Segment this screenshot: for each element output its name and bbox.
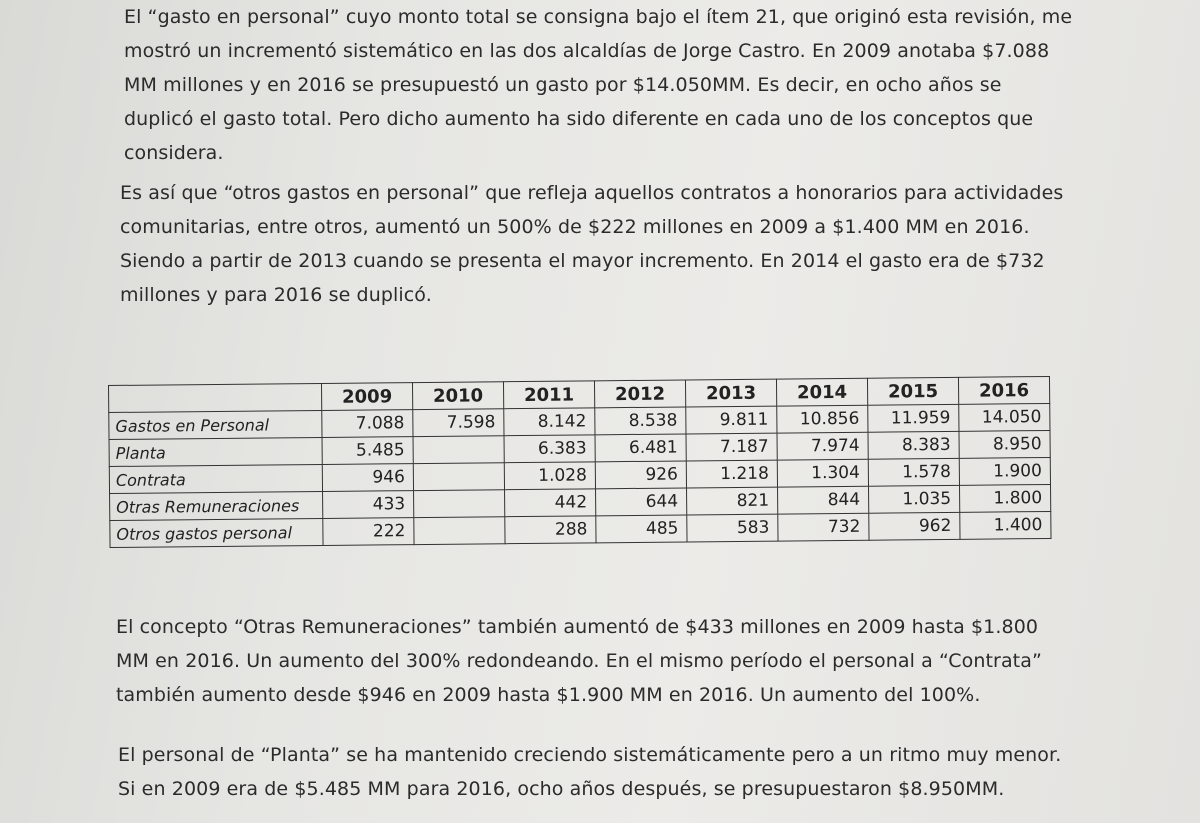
table-cell: 5.485 xyxy=(322,437,413,465)
table-cell: 442 xyxy=(505,489,596,517)
table-cell: 926 xyxy=(595,461,686,489)
header-cell-year: 2013 xyxy=(685,379,776,407)
table-cell: 6.481 xyxy=(595,434,686,462)
table-cell: 11.959 xyxy=(868,404,959,432)
text-line: MM en 2016. Un aumento del 300% redondeando. En el mismo período el personal a “Contrata” xyxy=(116,650,1042,672)
text-line: mostró un incrementó sistemático en las dos alcaldías de Jorge Castro. En 2009 anotaba $7.088 xyxy=(124,40,1050,62)
table-cell: 8.538 xyxy=(595,407,686,435)
table-cell: 1.578 xyxy=(868,458,959,486)
table-cell: 7.974 xyxy=(777,432,868,460)
text-line: Siendo a partir de 2013 cuando se presenta el mayor incremento. En 2014 el gasto era de $732 xyxy=(120,250,1045,272)
row-label: Planta xyxy=(109,437,322,466)
table-cell xyxy=(414,490,505,518)
table-cell: 1.218 xyxy=(686,460,777,488)
row-label: Gastos en Personal xyxy=(109,410,322,439)
table-cell: 485 xyxy=(596,515,687,543)
table-cell: 7.088 xyxy=(322,410,413,438)
text-line: considera. xyxy=(124,142,224,164)
table-cell: 14.050 xyxy=(959,403,1050,431)
paragraph-gasto-personal xyxy=(124,0,1072,170)
text-line: millones y para 2016 se duplicó. xyxy=(120,284,432,306)
header-cell-year: 2011 xyxy=(503,381,594,409)
text-line: El “gasto en personal” cuyo monto total se consigna bajo el ítem 21, que originó esta revisión, me xyxy=(124,6,1073,28)
paragraph-otros-gastos xyxy=(120,176,1063,312)
table-cell xyxy=(413,436,504,464)
table-cell: 821 xyxy=(687,487,778,515)
table-cell: 962 xyxy=(869,512,960,540)
text-line: El personal de “Planta” se ha mantenido creciendo sistemáticamente pero a un ritmo muy menor. xyxy=(118,744,1062,766)
table-cell: 946 xyxy=(322,464,413,492)
paragraph-otras-remuneraciones xyxy=(116,610,1042,712)
table-cell: 8.950 xyxy=(959,430,1050,458)
text-line: Es así que “otros gastos en personal” que refleja aquellos contratos a honorarios para actividades xyxy=(120,182,1064,204)
table-cell: 8.142 xyxy=(504,408,595,436)
header-cell-year: 2016 xyxy=(958,376,1049,404)
header-cell-year: 2012 xyxy=(594,380,685,408)
table-cell: 10.856 xyxy=(777,405,868,433)
header-cell-year: 2009 xyxy=(321,383,412,411)
table-cell: 1.800 xyxy=(960,484,1051,512)
table-cell xyxy=(414,517,505,545)
header-cell-year: 2014 xyxy=(776,378,867,406)
budget-table xyxy=(108,376,1052,548)
table-cell: 6.383 xyxy=(504,435,595,463)
row-label: Otras Remuneraciones xyxy=(110,491,323,520)
table-cell: 1.400 xyxy=(960,511,1051,539)
table-cell: 9.811 xyxy=(686,406,777,434)
header-cell-empty xyxy=(109,383,322,412)
table-cell: 222 xyxy=(323,518,414,546)
header-cell-year: 2015 xyxy=(867,377,958,405)
text-line: comunitarias, entre otros, aumentó un 500% de $222 millones en 2009 a $1.400 MM en 2016. xyxy=(120,216,1030,238)
table-cell: 644 xyxy=(596,488,687,516)
text-line: también aumento desde $946 en 2009 hasta $1.900 MM en 2016. Un aumento del 100%. xyxy=(116,684,981,706)
table-cell: 8.383 xyxy=(868,431,959,459)
row-label: Otros gastos personal xyxy=(110,518,323,547)
text-line: El concepto “Otras Remuneraciones” también aumentó de $433 millones en 2009 hasta $1.800 xyxy=(116,616,1039,638)
paragraph-planta xyxy=(118,738,1061,806)
table-cell: 288 xyxy=(505,516,596,544)
header-cell-year: 2010 xyxy=(412,382,503,410)
table-cell: 732 xyxy=(778,513,869,541)
table-cell: 583 xyxy=(687,514,778,542)
table-cell xyxy=(413,463,504,491)
text-line: MM millones y en 2016 se presupuestó un gasto por $14.050MM. Es decir, en ocho años se xyxy=(124,74,1002,96)
text-line: Si en 2009 era de $5.485 MM para 2016, ocho años después, se presupuestaron $8.950MM. xyxy=(118,778,1005,800)
table-cell: 1.035 xyxy=(869,485,960,513)
table-cell: 433 xyxy=(323,491,414,519)
table-cell: 844 xyxy=(778,486,869,514)
table-cell: 1.028 xyxy=(504,462,595,490)
table-cell: 7.187 xyxy=(686,433,777,461)
table-cell: 1.900 xyxy=(959,457,1050,485)
table-cell: 1.304 xyxy=(777,459,868,487)
row-label: Contrata xyxy=(109,464,322,493)
table-cell: 7.598 xyxy=(413,409,504,437)
text-line: duplicó el gasto total. Pero dicho aumento ha sido diferente en cada uno de los conceptos que xyxy=(124,108,1034,130)
